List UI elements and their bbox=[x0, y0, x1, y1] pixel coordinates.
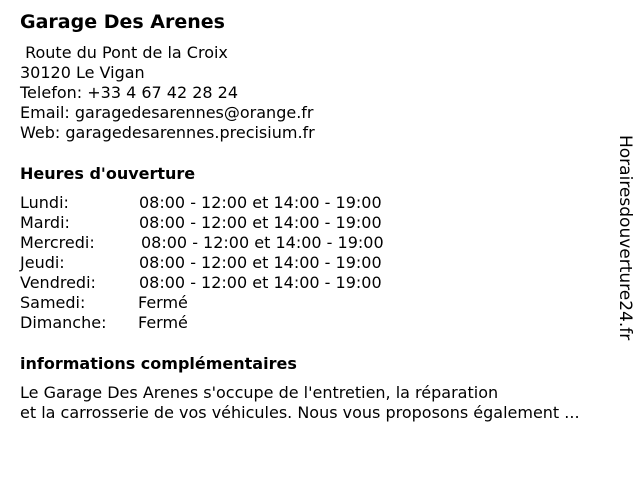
phone-number[interactable]: Telefon: +33 4 67 42 28 24 bbox=[20, 83, 239, 102]
website-link[interactable]: Web: garagedesarennes.precisium.fr bbox=[20, 123, 315, 142]
info-line: Le Garage Des Arenes s'occupe de l'entretien, la réparation bbox=[20, 383, 499, 402]
day-hours: 08:00 - 12:00 et 14:00 - 19:00 bbox=[141, 233, 384, 252]
additional-info-heading: informations complémentaires bbox=[20, 354, 297, 373]
day-label: Mardi: bbox=[20, 213, 70, 232]
opening-hours-heading: Heures d'ouverture bbox=[20, 164, 196, 183]
day-hours: 08:00 - 12:00 et 14:00 - 19:00 bbox=[139, 253, 382, 272]
watermark-text: Horairesdouverture24.fr bbox=[615, 135, 635, 341]
contact-block bbox=[20, 43, 315, 143]
day-hours: 08:00 - 12:00 et 14:00 - 19:00 bbox=[139, 193, 382, 212]
day-hours: 08:00 - 12:00 et 14:00 - 19:00 bbox=[139, 273, 382, 292]
address-city: 30120 Le Vigan bbox=[20, 63, 145, 82]
day-hours: Fermé bbox=[138, 313, 188, 332]
business-name: Garage Des Arenes bbox=[20, 11, 225, 33]
additional-info-text bbox=[20, 383, 580, 423]
day-label: Samedi: bbox=[20, 293, 86, 312]
day-label: Mercredi: bbox=[20, 233, 95, 252]
day-hours: Fermé bbox=[138, 293, 188, 312]
day-label: Dimanche: bbox=[20, 313, 107, 332]
day-hours: 08:00 - 12:00 et 14:00 - 19:00 bbox=[139, 213, 382, 232]
address-street: Route du Pont de la Croix bbox=[20, 43, 228, 62]
site-watermark bbox=[610, 135, 640, 345]
info-line: et la carrosserie de vos véhicules. Nous vous proposons également ... bbox=[20, 403, 580, 422]
day-label: Lundi: bbox=[20, 193, 69, 212]
email-address[interactable]: Email: garagedesarennes@orange.fr bbox=[20, 103, 314, 122]
day-label: Vendredi: bbox=[20, 273, 96, 292]
day-label: Jeudi: bbox=[20, 253, 65, 272]
